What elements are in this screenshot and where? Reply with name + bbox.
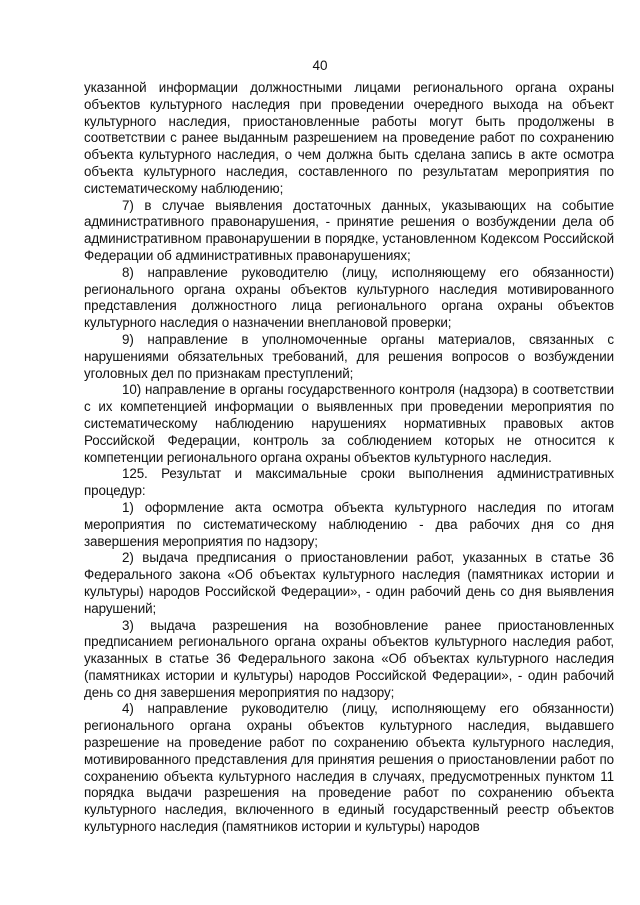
paragraph-item-7: 7) в случае выявления достаточных данных, указывающих на событие административного правонарушения, - принятие решения о возбуждении дела об административном правонарушении в порядке, установленном Кодексом Российской Федерации об административных правонарушениях; xyxy=(84,197,614,263)
paragraph-section-125: 125. Результат и максимальные сроки выполнения административных процедур: xyxy=(84,466,614,499)
paragraph-result-1: 1) оформление акта осмотра объекта культурного наследия по итогам мероприятия по систематическому наблюдению - два рабочих дня со дня завершения мероприятия по надзору; xyxy=(84,499,614,549)
paragraph-continuation: указанной информации должностными лицами регионального органа охраны объектов культурного наследия при проведении очередного выхода на объект культурного наследия, приостановленные работы могут быть продолжены в соответствии с ранее выданным разрешением на проведение работ по сохранению объекта культурного наследия, о чем должна быть сделана запись в акте осмотра объекта культурного наследия, составленного по результатам мероприятия по систематическому наблюдению; xyxy=(84,80,614,196)
page-number: 40 xyxy=(312,58,328,73)
document-body xyxy=(84,80,614,836)
paragraph-result-3: 3) выдача разрешения на возобновление ранее приостановленных предписанием регионального органа охраны объектов культурного наследия работ, указанных в статье 36 Федерального закона «Об объектах культурного наследия (памятниках истории и культуры) народов Российской Федерации», - один рабочий день со дня завершения мероприятия по надзору; xyxy=(84,617,614,700)
paragraph-item-9: 9) направление в уполномоченные органы материалов, связанных с нарушениями обязательных требований, для решения вопросов о возбуждении уголовных дел по признакам преступлений; xyxy=(84,331,614,381)
paragraph-item-10: 10) направление в органы государственного контроля (надзора) в соответствии с их компетенцией информации о выявленных при проведении мероприятия по систематическому наблюдению нарушениях нормативных правовых актов Российской Федерации, контроль за соблюдением которых не относится к компетенции регионального органа охраны объектов культурного наследия. xyxy=(84,382,614,465)
paragraph-result-2: 2) выдача предписания о приостановлении работ, указанных в статье 36 Федерального закона «Об объектах культурного наследия (памятниках истории и культуры) народов Российской Федерации», - один рабочий день со дня выявления нарушений; xyxy=(84,550,614,616)
paragraph-result-4: 4) направление руководителю (лицу, исполняющему его обязанности) регионального органа охраны объектов культурного наследия, выдавшего разрешение на проведение работ по сохранению объекта культурного наследия, мотивированного представления для принятия решения о приостановлении работ по сохранению объекта культурного наследия в случаях, предусмотренных пунктом 11 порядка выдачи разрешения на проведение работ по сохранению объекта культурного наследия, включенного в единый государственный реестр объектов культурного наследия (памятников истории и культуры) народов xyxy=(84,701,614,835)
paragraph-item-8: 8) направление руководителю (лицу, исполняющему его обязанности) регионального органа охраны объектов культурного наследия мотивированного представления должностного лица регионального органа охраны объектов культурного наследия о назначении внеплановой проверки; xyxy=(84,264,614,331)
